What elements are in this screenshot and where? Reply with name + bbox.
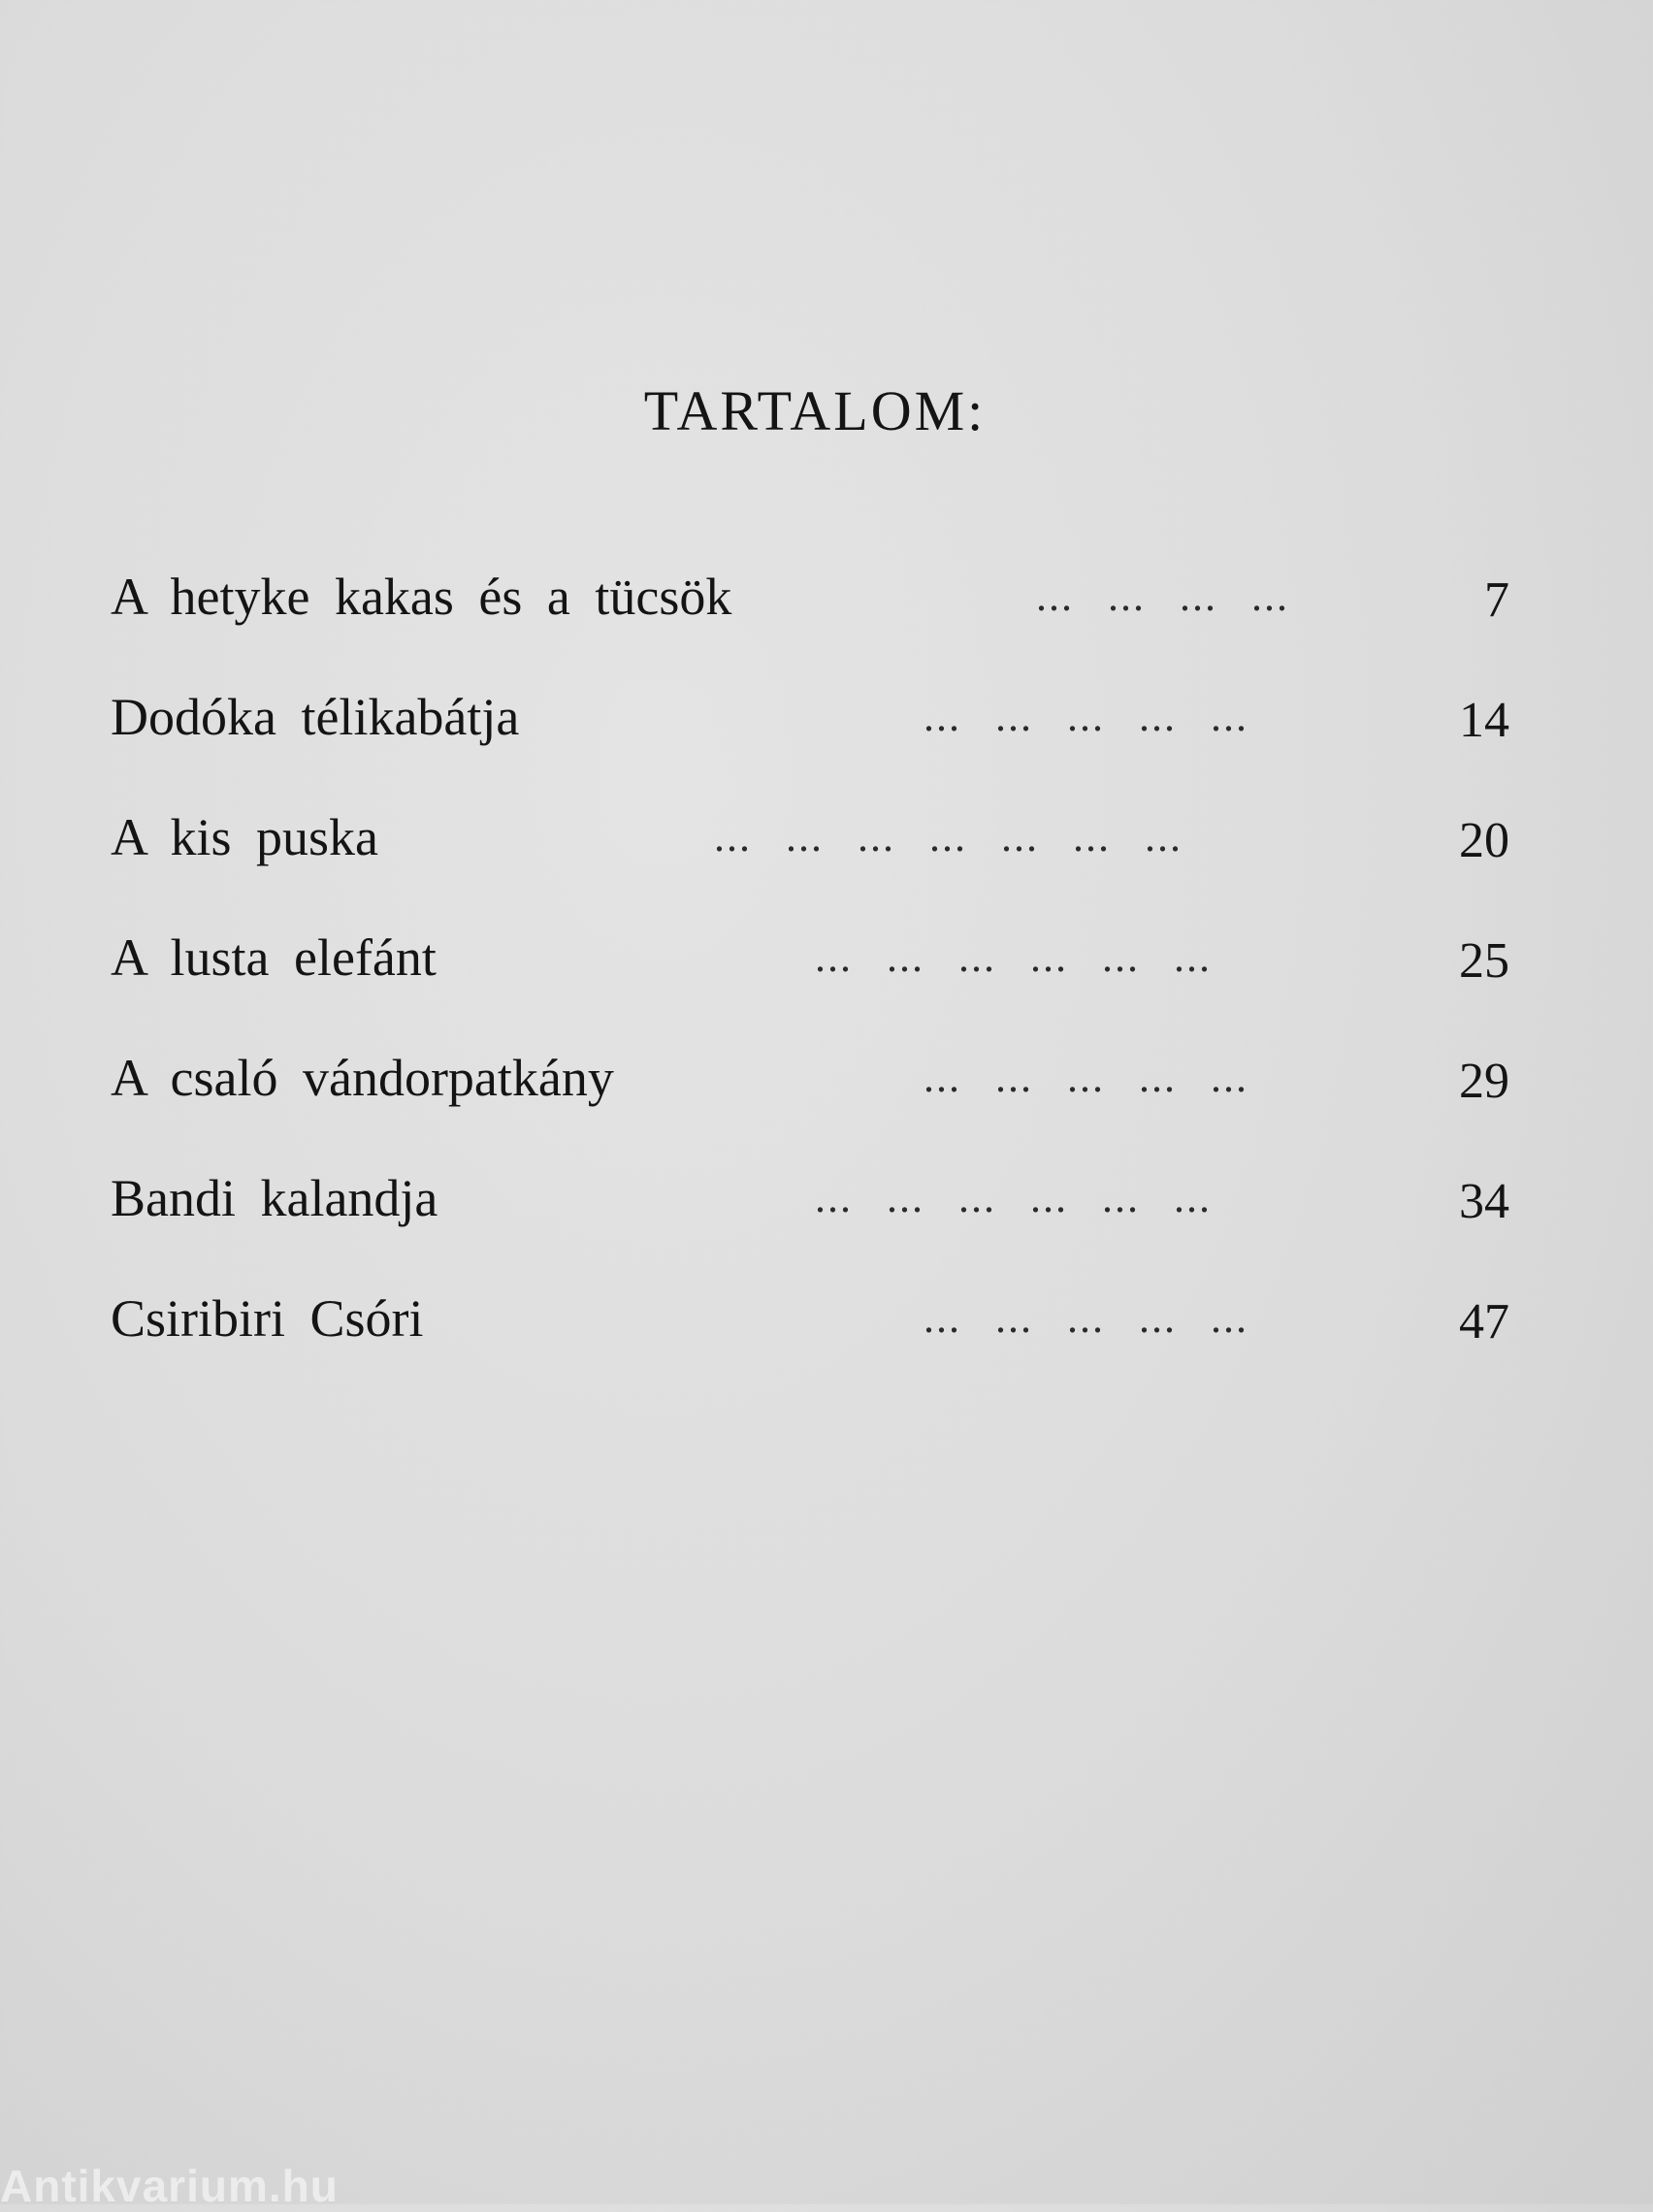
toc-entry-title: Dodóka télikabátja xyxy=(111,688,520,746)
toc-page-number: 25 xyxy=(1459,933,1509,989)
toc-dot-leader: ... ... ... ... ... xyxy=(924,693,1248,740)
page-title: TARTALOM: xyxy=(643,379,987,442)
toc-dot-leader: ... ... ... ... ... ... xyxy=(815,933,1212,981)
toc-entry-title: Csiribiri Csóri xyxy=(111,1289,424,1348)
toc-entry-title: Bandi kalandja xyxy=(111,1169,438,1227)
watermark: Antikvarium.hu xyxy=(0,2161,339,2211)
toc-dot-leader: ... ... ... ... ... xyxy=(924,1294,1248,1342)
toc-dot-leader: ... ... ... ... xyxy=(1036,572,1289,620)
toc-page-number: 14 xyxy=(1459,693,1509,748)
toc-entry xyxy=(111,563,1509,631)
toc-page-number: 7 xyxy=(1484,572,1509,628)
toc-page-number: 34 xyxy=(1459,1174,1509,1229)
toc-page-number: 47 xyxy=(1459,1294,1509,1350)
toc-entry xyxy=(111,1285,1509,1352)
toc-entry xyxy=(111,803,1509,871)
toc-dot-leader: ... ... ... ... ... ... xyxy=(815,1174,1212,1221)
toc-entry xyxy=(111,683,1509,751)
toc-entry-title: A hetyke kakas és a tücsök xyxy=(111,568,732,626)
toc-dot-leader: ... ... ... ... ... ... ... xyxy=(714,813,1183,861)
toc-entry xyxy=(111,1164,1509,1232)
toc-page-number: 20 xyxy=(1459,813,1509,868)
toc-entry-title: A csaló vándorpatkány xyxy=(111,1049,614,1107)
toc-entry-title: A lusta elefánt xyxy=(111,928,437,987)
toc-page-number: 29 xyxy=(1459,1054,1509,1109)
toc-entry xyxy=(111,924,1509,992)
toc-entry-title: A kis puska xyxy=(111,808,379,866)
toc-entry xyxy=(111,1044,1509,1112)
toc-dot-leader: ... ... ... ... ... xyxy=(924,1054,1248,1101)
